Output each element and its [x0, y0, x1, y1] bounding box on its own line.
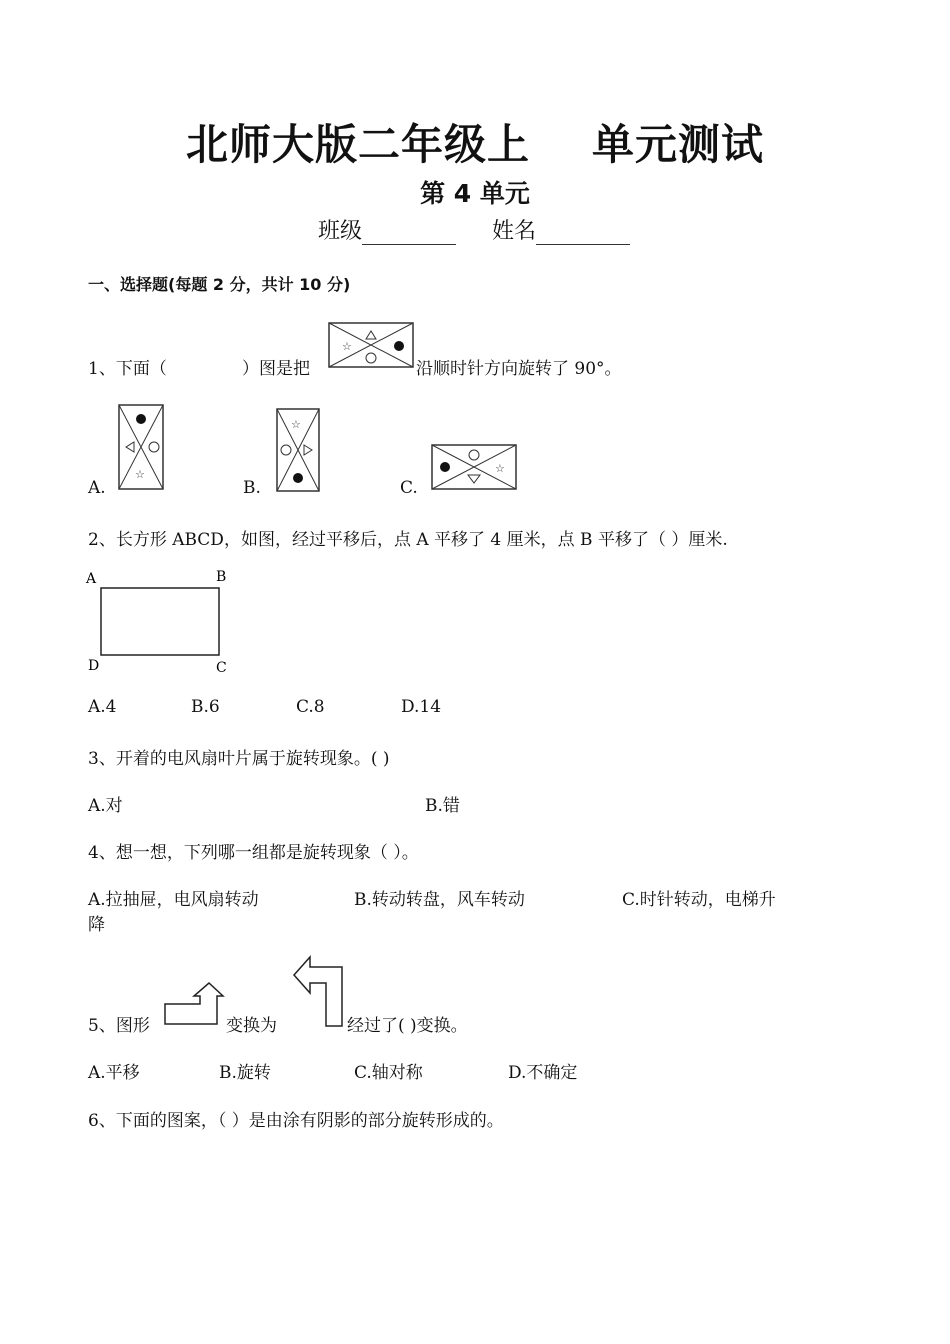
q1-option-c-figure[interactable]: [431, 444, 517, 490]
svg-text:☆: ☆: [291, 418, 301, 431]
name-label: 姓名: [492, 219, 537, 244]
q2-option-d[interactable]: D.14: [401, 697, 442, 717]
q1-source-figure: [328, 322, 414, 368]
q1-suffix: 沿顺时针方向旋转了 90°。: [416, 359, 622, 379]
q2-option-a[interactable]: A.4: [88, 697, 117, 717]
q4-option-b[interactable]: B.转动转盘，风车转动: [354, 890, 525, 910]
section-heading: 一、选择题(每题 2 分，共计 10 分): [88, 275, 351, 294]
unit-subtitle: 第 4 单元: [420, 179, 530, 208]
q5-option-c[interactable]: C.轴对称: [354, 1063, 423, 1083]
class-blank[interactable]: [362, 222, 456, 245]
q1-option-b[interactable]: B.: [243, 478, 261, 498]
name-blank[interactable]: [536, 222, 630, 245]
q1-option-c[interactable]: C.: [400, 478, 418, 498]
title-right: 单元测试: [592, 120, 765, 169]
q4-option-a[interactable]: A.拉抽屉，电风扇转动: [88, 890, 259, 910]
q6-text: 6、下面的图案，（ ）是由涂有阴影的部分旋转形成的。: [88, 1111, 504, 1131]
q5-arrow-left-figure: [290, 956, 346, 1030]
q2-text: 2、长方形 ABCD，如图，经过平移后，点 A 平移了 4 厘米，点 B 平移了（ ）厘米.: [88, 530, 728, 550]
q1-option-a[interactable]: A.: [88, 478, 106, 498]
q5-arrow-up-figure: [164, 982, 224, 1026]
class-label: 班级: [318, 219, 363, 244]
q2-rectangle-figure: [86, 566, 236, 678]
q4-option-c-wrap: 降: [88, 915, 105, 935]
svg-text:☆: ☆: [342, 340, 352, 353]
q2-label-a: A: [86, 571, 97, 587]
q3-text: 3、开着的电风扇叶片属于旋转现象。( ): [88, 749, 390, 769]
q5-option-a[interactable]: A.平移: [88, 1063, 140, 1083]
title-main: 北师大版二年级上: [185, 120, 530, 169]
page-title: [0, 112, 950, 172]
q4-option-c[interactable]: C.时针转动，电梯升: [622, 890, 776, 910]
svg-text:☆: ☆: [135, 468, 145, 481]
q5-suffix: 经过了( )变换。: [347, 1016, 468, 1036]
q3-option-a[interactable]: A.对: [88, 796, 123, 816]
q2-option-c[interactable]: C.8: [296, 697, 325, 717]
q2-option-b[interactable]: B.6: [191, 697, 220, 717]
q1-option-a-figure[interactable]: [118, 404, 164, 490]
q1-prefix: 1、下面（: [88, 359, 167, 379]
q2-label-b: B: [216, 569, 227, 585]
q5-prefix: 5、图形: [88, 1016, 150, 1036]
q3-option-b[interactable]: B.错: [425, 796, 460, 816]
student-info-line: [318, 214, 630, 245]
q4-text: 4、想一想，下列哪一组都是旋转现象（ ）。: [88, 843, 419, 863]
svg-text:☆: ☆: [495, 462, 505, 475]
q5-mid: 变换为: [226, 1016, 277, 1036]
q5-option-b[interactable]: B.旋转: [219, 1063, 271, 1083]
q1-mid: ）图是把: [242, 359, 310, 379]
q2-label-c: C: [216, 660, 227, 676]
q1-option-b-figure[interactable]: [276, 408, 320, 492]
q5-option-d[interactable]: D.不确定: [508, 1063, 578, 1083]
q2-label-d: D: [88, 658, 100, 674]
